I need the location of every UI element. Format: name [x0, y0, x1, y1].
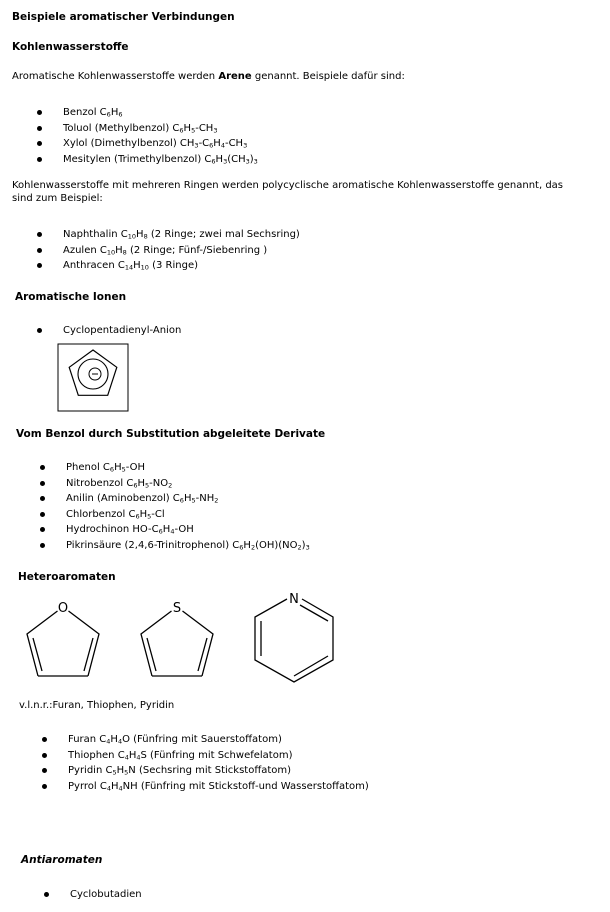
list-item: Benzol $C_6H_6$ — [37, 105, 258, 121]
list-item: Anthracen $C_{14}H_{10}$ (3 Ringe) — [37, 258, 300, 274]
oxygen-atom-label: O — [57, 601, 69, 616]
nitrogen-atom-label: N — [289, 592, 299, 607]
list-item: Mesitylen (Trimethylbenzol) $C_6H_3(CH_3)_3$ — [37, 152, 258, 168]
list-item: Thiophen $C_4H_4S$ (Fünfring mit Schwefelatom) — [42, 748, 369, 764]
furan-structure — [27, 601, 99, 676]
pyridine-structure — [255, 592, 333, 682]
list-item: Hydrochinon $HO-C_6H_4-OH$ — [40, 522, 310, 538]
heading-antiaromatics: Antiaromaten — [21, 854, 103, 866]
heading-heteroaromatics: Heteroaromaten — [18, 571, 116, 583]
list-item: Xylol (Dimethylbenzol) $CH_3-C_6H_4-CH_3$ — [37, 136, 258, 152]
intro-text-before: Aromatische Kohlenwasserstoffe werden — [12, 71, 219, 82]
list-item: Azulen $C_{10}H_8$ (2 Ringe; Fünf-/Siebenring ) — [37, 243, 300, 259]
intro-term-arene: Arene — [218, 71, 252, 82]
list-item: Chlorbenzol $C_6H_5-Cl$ — [40, 507, 310, 523]
heading-benzene-derivatives: Vom Benzol durch Substitution abgeleitete Derivate — [16, 428, 326, 440]
list-item: Pyridin $C_5H_5N$ (Sechsring mit Stickstoffatom) — [42, 763, 369, 779]
list-item: Pyrrol $C_4H_4NH$ (Fünfring mit Stickstoff-und Wasserstoffatom) — [42, 779, 369, 795]
polycyclic-text-line-2: sind zum Beispiel: — [12, 193, 103, 204]
document-title: Beispiele aromatischer Verbindungen — [12, 11, 235, 23]
list-item: Furan $C_4H_4O$ (Fünfring mit Sauerstoffatom) — [42, 732, 369, 748]
antiaromatic-list — [44, 887, 142, 903]
list-item: Anilin (Aminobenzol) $C_6H_5-NH_2$ — [40, 491, 310, 507]
list-item: Pikrinsäure (2,4,6-Trinitrophenol) $C_6H_2(OH)(NO_2)_3$ — [40, 538, 310, 554]
thiophene-structure — [141, 601, 213, 676]
list-item: Cyclopentadienyl-Anion — [37, 323, 181, 339]
heteroaromatics-caption: v.l.n.r.:Furan, Thiophen, Pyridin — [19, 700, 175, 711]
polycyclic-text-line-1: Kohlenwasserstoffe mit mehreren Ringen werden polycyclische aromatische Kohlenwasserstoffe genannt, das — [12, 180, 564, 191]
list-item: Phenol $C_6H_5-OH$ — [40, 460, 310, 476]
sulfur-atom-label: S — [172, 601, 182, 616]
list-item: Nitrobenzol $C_6H_5-NO_2$ — [40, 476, 310, 492]
heading-hydrocarbons: Kohlenwasserstoffe — [12, 41, 129, 53]
list-item: Cyclobutadien — [44, 887, 142, 903]
intro-text-after: genannt. Beispiele dafür sind: — [251, 71, 405, 82]
list-item: Naphthalin $C_{10}H_8$ (2 Ringe; zwei mal Sechsring) — [37, 227, 300, 243]
heteroaromatic-list — [42, 732, 369, 794]
heading-aromatic-ions: Aromatische Ionen — [15, 291, 127, 303]
list-item: Toluol (Methylbenzol) $C_6H_5-CH_3$ — [37, 121, 258, 137]
